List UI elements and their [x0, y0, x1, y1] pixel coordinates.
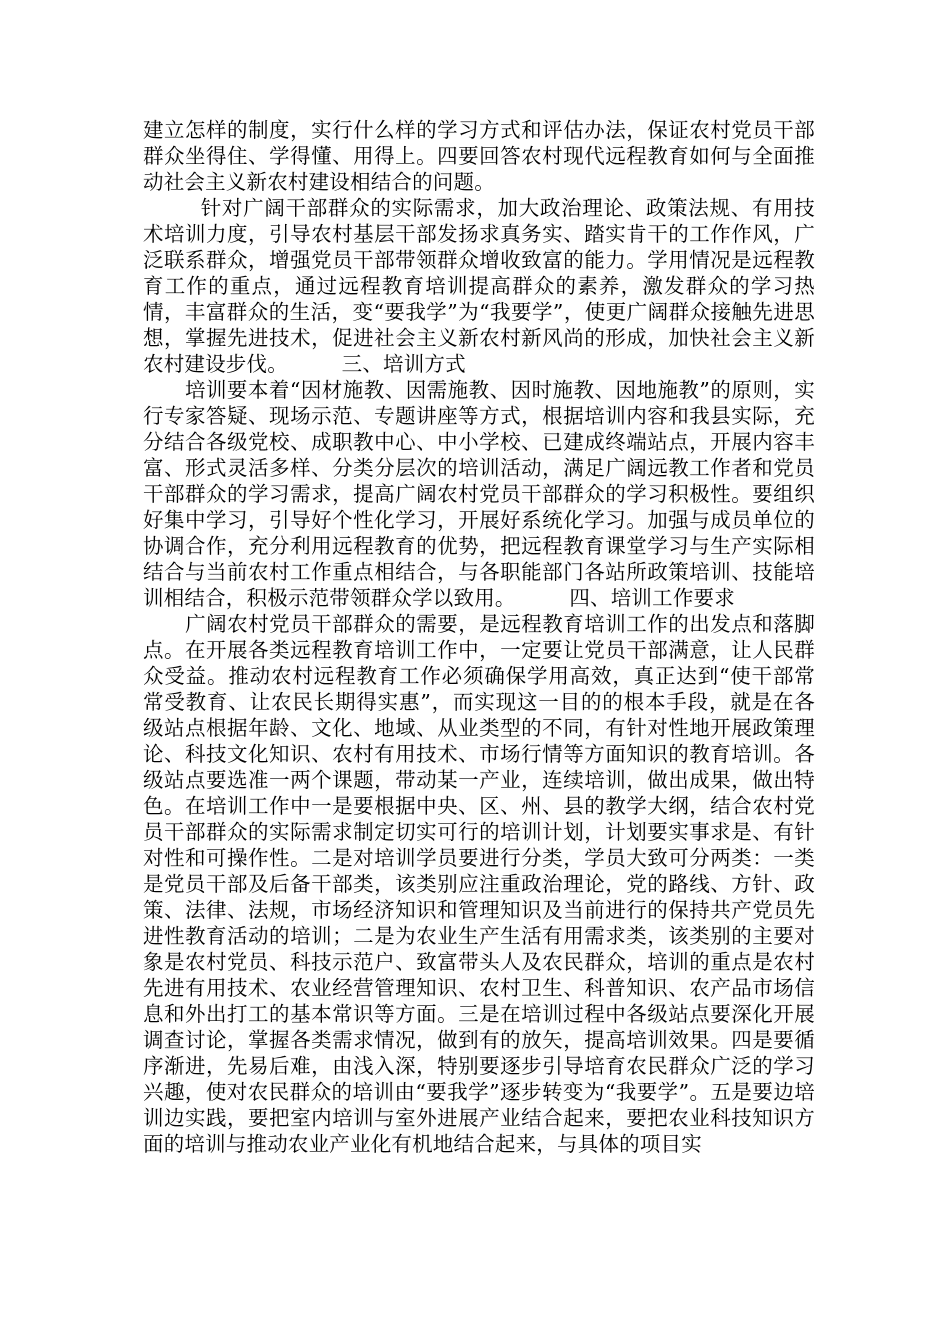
document-body	[143, 117, 815, 1157]
paragraph-4: 广阔农村党员干部群众的需要，是远程教育培训工作的出发点和落脚点。在开展各类远程教育培训工作中，一定要让党员干部满意，让人民群众受益。推动农村远程教育工作必须确保学用高效，真正达到“使干部常常受教育、让农民长期得实惠”，而实现这一目的的根本手段，就是在各级站点根据年龄、文化、地域、从业类型的不同，有针对性地开展政策理论、科技文化知识、农村有用技术、市场行情等方面知识的教育培训。各级站点要选准一两个课题，带动某一产业，连续培训，做出成果，做出特色。在培训工作中一是要根据中央、区、州、县的教学大纲，结合农村党员干部群众的实际需求制定切实可行的培训计划，计划要实事求是、有针对性和可操作性。二是对培训学员要进行分类，学员大致可分两类：一类是党员干部及后备干部类，该类别应注重政治理论，党的路线、方针、政策、法律、法规，市场经济知识和管理知识及当前进行的保持共产党员先进性教育活动的培训；二是为农业生产生活有用需求类，该类别的主要对象是农村党员、科技示范户、致富带头人及农民群众，培训的重点是农村先进有用技术、农业经营管理知识、农村卫生、科普知识、农产品市场信息和外出打工的基本常识等方面。三是在培训过程中各级站点要深化开展调查讨论，掌握各类需求情况，做到有的放矢，提高培训效果。四是要循序渐进，先易后难，由浅入深，特别要逐步引导培育农民群众广泛的学习兴趣，使对农民群众的培训由“要我学”逐步转变为“我要学”。五是要边培训边实践，要把室内培训与室外进展产业结合起来，要把农业科技知识方面的培训与推动农业产业化有机地结合起来，与具体的项目实	[143, 612, 815, 1156]
paragraph-1: 建立怎样的制度，实行什么样的学习方式和评估办法，保证农村党员干部群众坐得住、学得懂、用得上。四要回答农村现代远程教育如何与全面推动社会主义新农村建设相结合的问题。	[143, 118, 815, 194]
paragraph-2: 针对广阔干部群众的实际需求，加大政治理论、政策法规、有用技术培训力度，引导农村基层干部发扬求真务实、踏实肯干的工作作风，广泛联系群众，增强党员干部带领群众增收致富的能力。学用情况是远程教育工作的重点，通过远程教育培训提高群众的素养，激发群众的学习热情，丰富群众的生活，变“要我学”为“我要学”，使更广阔群众接触先进思想，掌握先进技术，促进社会主义新农村新风尚的形成，加快社会主义新农村建设步伐。 三、培训方式	[143, 196, 815, 376]
paragraph-3: 培训要本着“因材施教、因需施教、因时施教、因地施教”的原则，实行专家答疑、现场示范、专题讲座等方式，根据培训内容和我县实际，充分结合各级党校、成职教中心、中小学校、已建成终端站点，开展内容丰富、形式灵活多样、分类分层次的培训活动，满足广阔远教工作者和党员干部群众的学习需求，提高广阔农村党员干部群众的学习积极性。要组织好集中学习，引导好个性化学习，开展好系统化学习。加强与成员单位的协调合作，充分利用远程教育的优势，把远程教育课堂学习与生产实际相结合与当前农村工作重点相结合，与各职能部门各站所政策培训、技能培训相结合，积极示范带领群众学以致用。 四、培训工作要求	[143, 378, 815, 610]
